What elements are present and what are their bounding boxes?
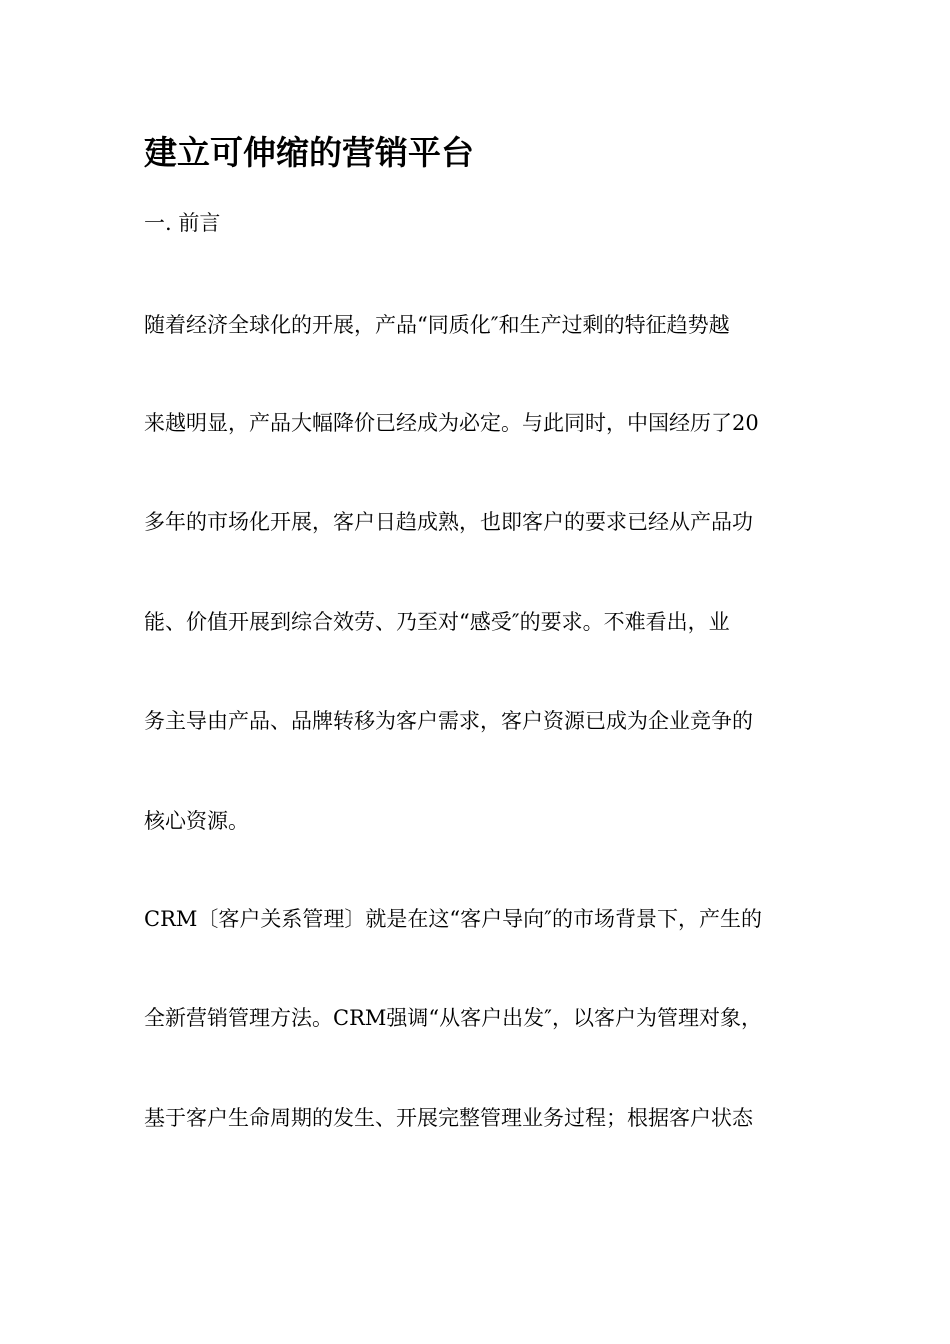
body-text-line: 随着经济全球化的开展，产品“同质化″和生产过剩的特征趋势越 — [144, 313, 730, 337]
body-text-line: 多年的市场化开展，客户日趋成熟，也即客户的要求已经从产品功 — [144, 510, 753, 534]
body-text-line: 基于客户生命周期的发生、开展完整管理业务过程；根据客户状态 — [144, 1106, 753, 1130]
body-text-line: CRM〔客户关系管理〕就是在这“客户导向″的市场背景下，产生的 — [144, 907, 762, 931]
body-text-line: 能、价值开展到综合效劳、乃至对“感受″的要求。不难看出，业 — [144, 610, 730, 634]
body-text-line: 来越明显，产品大幅降价已经成为必定。与此同时，中国经历了20 — [144, 411, 759, 435]
body-text-line: 务主导由产品、品牌转移为客户需求，客户资源已成为企业竞争的 — [144, 709, 753, 733]
section-heading: 一. 前言 — [144, 211, 221, 235]
body-text-line: 全新营销管理方法。CRM强调“从客户出发″，以客户为管理对象， — [144, 1006, 762, 1030]
page-title: 建立可伸缩的营销平台 — [144, 133, 474, 172]
body-text-line: 核心资源。 — [144, 809, 249, 833]
